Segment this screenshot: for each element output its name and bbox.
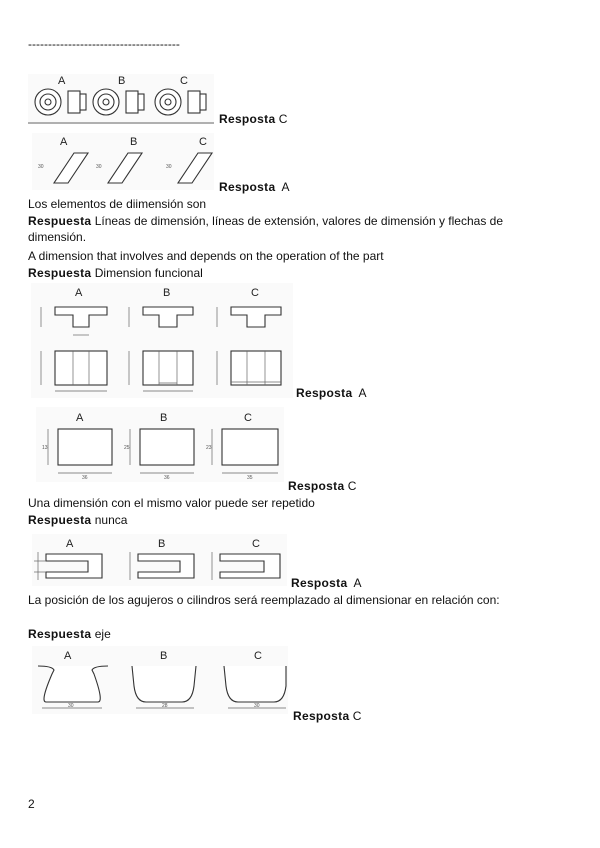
fig5-label-c: C [252, 538, 260, 550]
fig3-option-b [129, 307, 193, 391]
svg-text:13: 13 [42, 445, 48, 451]
answer-7: Respuesta nunca [28, 513, 128, 527]
answer-8: Resposta A [291, 576, 362, 590]
answer-5: Resposta A [296, 386, 367, 400]
fig1-label-a: A [58, 75, 66, 87]
fig4-label-b: B [160, 412, 168, 424]
fig3-option-c [217, 307, 281, 385]
figure-1 [28, 74, 214, 124]
svg-text:30: 30 [166, 164, 172, 170]
fig6-label-a: A [64, 650, 72, 662]
fig4-label-a: A [76, 412, 84, 424]
svg-text:23: 23 [206, 445, 212, 451]
svg-text:36: 36 [82, 475, 88, 481]
svg-text:30: 30 [96, 164, 102, 170]
fig3-option-a [41, 307, 107, 391]
fig1-option-c [155, 89, 206, 115]
fig2-label-b: B [130, 136, 138, 148]
fig5-label-a: A [66, 538, 74, 550]
fig5-label-b: B [158, 538, 166, 550]
figure-3 [31, 283, 293, 398]
svg-text:25: 25 [124, 445, 130, 451]
answer-4: Respuesta Dimension funcional [28, 266, 203, 280]
page-number: 2 [28, 797, 35, 811]
fig3-label-a: A [75, 287, 83, 299]
answer-1: Resposta C [219, 112, 288, 126]
fig2-label-a: A [60, 136, 68, 148]
svg-text:35: 35 [247, 475, 253, 481]
question-4: A dimension that involves and depends on the operation of the part [28, 249, 384, 263]
separator: -------------------------------------- [28, 37, 180, 51]
fig2-label-c: C [199, 136, 207, 148]
answer-2: Resposta A [219, 180, 290, 194]
answer-6: Resposta C [288, 479, 357, 493]
fig1-option-a [35, 89, 86, 115]
figure-5 [32, 534, 287, 586]
fig1-label-b: B [118, 75, 126, 87]
answer-10: Resposta C [293, 709, 362, 723]
svg-text:36: 36 [164, 475, 170, 481]
svg-text:30: 30 [68, 703, 74, 709]
fig6-label-c: C [254, 650, 262, 662]
fig4-label-c: C [244, 412, 252, 424]
figure-6 [32, 646, 288, 714]
fig3-label-b: B [163, 287, 171, 299]
question-3: Los elementos de diimensión son [28, 197, 207, 211]
answer-9: Respuesta eje [28, 627, 111, 641]
svg-text:28: 28 [162, 703, 168, 709]
svg-text:30: 30 [254, 703, 260, 709]
fig6-label-b: B [160, 650, 168, 662]
fig1-option-b [93, 89, 144, 115]
fig1-label-c: C [180, 75, 188, 87]
svg-text:30: 30 [38, 164, 44, 170]
answer-3: Respuesta Líneas de dimensión, líneas de extensión, valores de dimensión y flechas de dimensión. [28, 214, 504, 244]
fig3-label-c: C [251, 287, 259, 299]
question-7: Una dimensión con el mismo valor puede ser repetido [28, 496, 315, 510]
figure-4 [36, 407, 284, 482]
figure-2 [32, 133, 214, 190]
question-9: La posición de los agujeros o cilindros será reemplazado al dimensionar en relación con: [28, 593, 500, 607]
